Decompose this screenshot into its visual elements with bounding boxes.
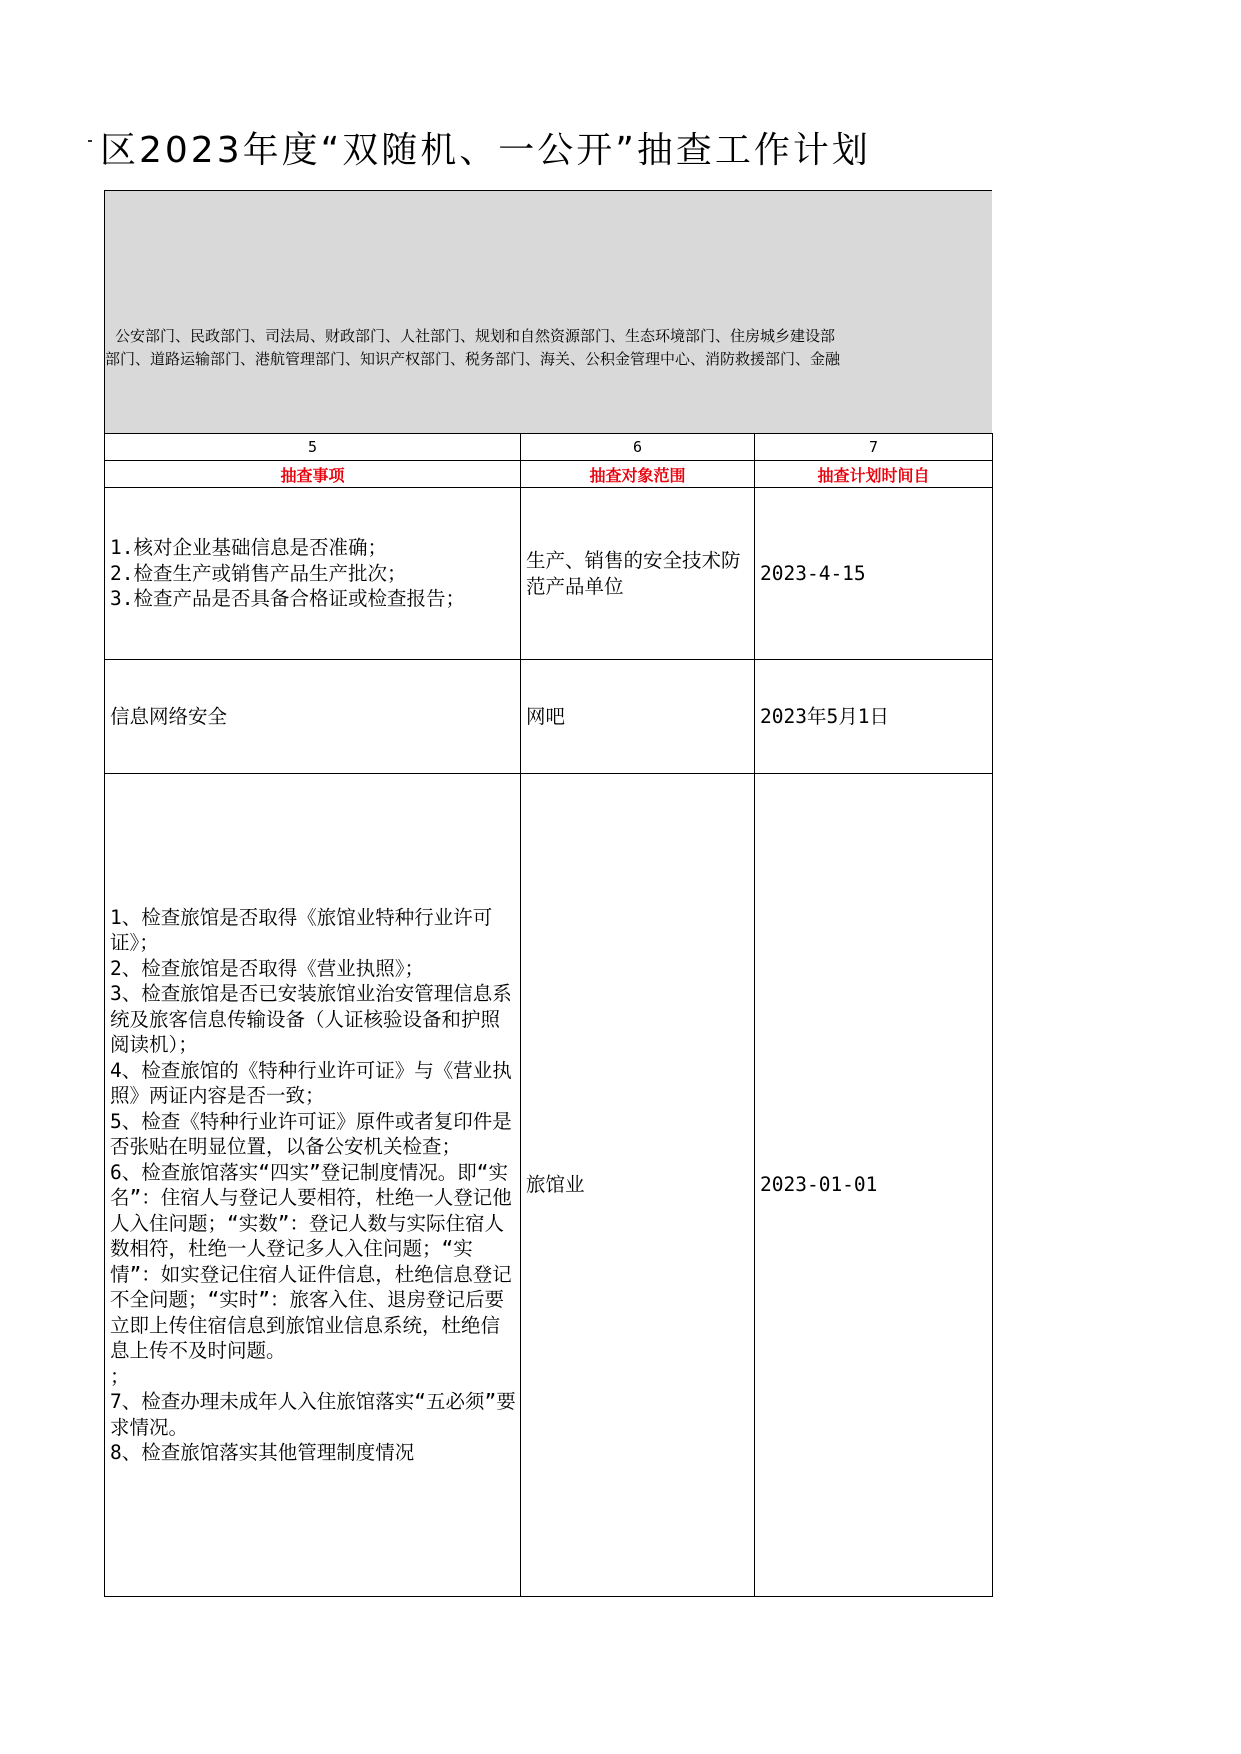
- check-scope-cell: [521, 660, 755, 774]
- header-row: [105, 461, 993, 488]
- departments-line-1: 公安部门、民政部门、司法局、财政部门、人社部门、规划和自然资源部门、生态环境部门、住房城乡建设部: [115, 327, 836, 345]
- table-row: [105, 660, 993, 774]
- check-item-text: 1.核对企业基础信息是否准确； 2.检查生产或销售产品生产批次； 3.检查产品是否具备合格证或检查报告；: [110, 536, 465, 611]
- table-row: [105, 774, 993, 1597]
- check-scope-cell: [521, 488, 755, 660]
- check-item-cell: [105, 774, 521, 1597]
- check-scope-text: 生产、销售的安全技术防范产品单位: [526, 549, 741, 598]
- departments-line-2: 部门、道路运输部门、港航管理部门、知识产权部门、税务部门、海关、公积金管理中心、消防救援部门、金融: [105, 350, 841, 368]
- start-date-text: 2023-01-01: [760, 1173, 878, 1197]
- start-date-cell: [755, 660, 993, 774]
- departments-band: [104, 190, 992, 433]
- check-item-cell: [105, 660, 521, 774]
- start-date-text: 2023-4-15: [760, 561, 866, 585]
- check-item-text: 信息网络安全: [110, 704, 228, 728]
- start-date-cell: [755, 488, 993, 660]
- spreadsheet: [104, 190, 992, 1605]
- column-number: 6: [521, 434, 755, 461]
- column-number: 7: [755, 434, 993, 461]
- page-title: 区2023年度“双随机、一公开”抽查工作计划: [100, 130, 871, 171]
- title-fragment-mark: [88, 140, 92, 142]
- check-item-text: 1、检查旅馆是否取得《旅馆业特种行业许可证》； 2、检查旅馆是否取得《营业执照》； 3、检查旅馆是否已安装旅馆业治安管理信息系统及旅客信息传输设备（人证核验设备和护照阅读机）； 4、检查旅馆的《特种行业许可证》与《营业执照》两证内容是否一致； 5、检查《特种行业许可证》原件或者复印件是否张贴在明显位置，以备公安机关检查； 6、检查旅馆落实“四实”登记制度情况。即“实名”：住宿人与登记人要相符，杜绝一人登记他人入住问题；“实数”：登记人数与实际住宿人数相符，杜绝一人登记多人入住问题；“实情”：如实登记住宿人证件信息，杜绝信息登记不全问题；“实时”：旅客入住、退房登记后要立即上传住宿信息到旅馆业信息系统，杜绝信息上传不及时问题。 ； 7、检查办理未成年人入住旅馆落实“五必须”要求情况。 8、检查旅馆落实其他管理制度情况: [110, 905, 516, 1464]
- header-check-scope: 抽查对象范围: [521, 461, 755, 488]
- start-date-text: 2023年5月1日: [760, 704, 889, 728]
- check-scope-text: 旅馆业: [526, 1173, 585, 1197]
- plan-table: [104, 433, 993, 1597]
- header-check-item: 抽查事项: [105, 461, 521, 488]
- check-item-cell: [105, 488, 521, 660]
- table-row: [105, 488, 993, 660]
- check-scope-text: 网吧: [526, 704, 566, 728]
- header-start-date: 抽查计划时间自: [755, 461, 993, 488]
- column-number-row: [105, 434, 993, 461]
- column-number: 5: [105, 434, 521, 461]
- check-scope-cell: [521, 774, 755, 1597]
- start-date-cell: [755, 774, 993, 1597]
